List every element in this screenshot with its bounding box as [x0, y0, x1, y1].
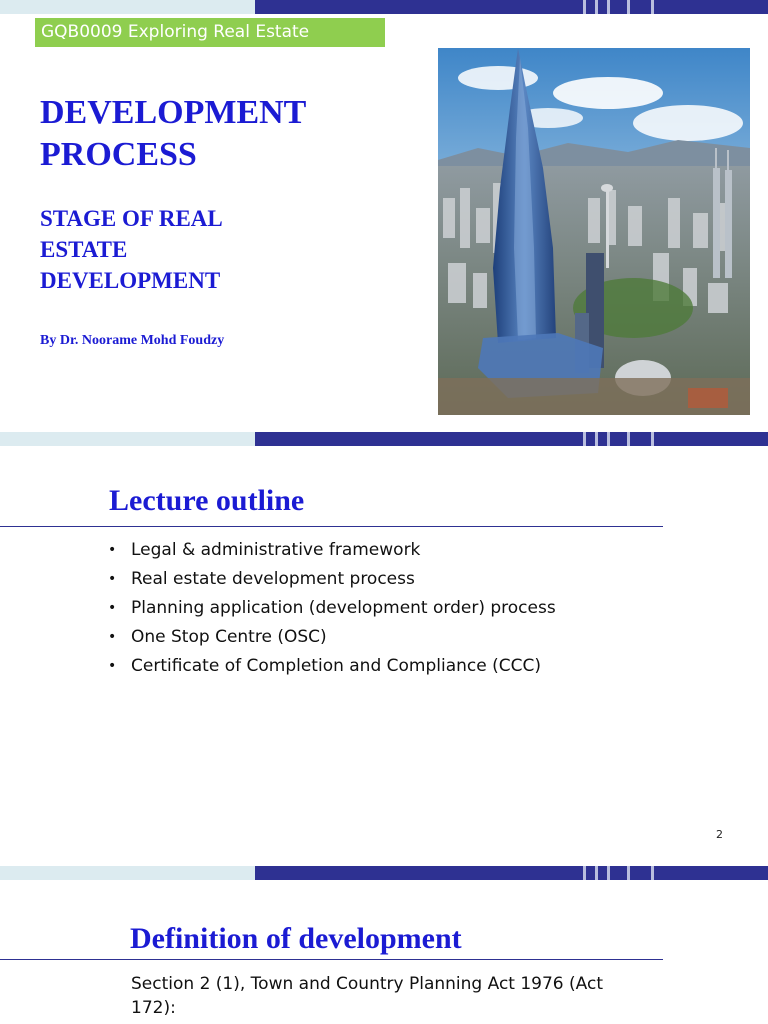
slide-top-band	[0, 0, 768, 14]
city-skyline-photo	[438, 48, 750, 415]
list-item: • Legal & administrative framework	[108, 536, 556, 565]
bullet-icon: •	[108, 629, 117, 645]
slide-definition-of-development	[0, 866, 768, 1024]
slide-top-band	[0, 432, 768, 446]
subtitle-line-2: ESTATE	[40, 237, 128, 262]
heading-underline	[0, 959, 663, 960]
subtitle-line-3: DEVELOPMENT	[40, 268, 221, 293]
list-item: • Real estate development process	[108, 565, 556, 594]
list-item: • One Stop Centre (OSC)	[108, 623, 556, 652]
presentation-subtitle	[40, 203, 300, 296]
slide-heading: Definition of development	[130, 922, 462, 955]
outline-list	[108, 536, 556, 681]
slide-page-number: 2	[716, 828, 723, 841]
definition-line-1: Section 2 (1), Town and Country Planning Act 1976 (Act	[131, 974, 603, 994]
list-item: • Planning application (development order) process	[108, 594, 556, 623]
list-item: • Certificate of Completion and Compliance (CCC)	[108, 652, 556, 681]
presentation-title	[40, 92, 420, 176]
heading-underline	[0, 526, 663, 527]
title-line-1: DEVELOPMENT	[40, 94, 307, 131]
bullet-icon: •	[108, 658, 117, 674]
slide-heading: Lecture outline	[109, 484, 305, 517]
slide-title	[0, 0, 768, 432]
definition-text	[131, 972, 631, 1020]
bullet-icon: •	[108, 571, 117, 587]
author-credit: By Dr. Noorame Mohd Foudzy	[40, 333, 225, 348]
bullet-icon: •	[108, 542, 117, 558]
slide-top-band	[0, 866, 768, 880]
slide-lecture-outline	[0, 432, 768, 866]
course-label: GQB0009 Exploring Real Estate	[35, 18, 385, 47]
definition-line-2: 172):	[131, 998, 176, 1018]
title-line-2: PROCESS	[40, 136, 197, 173]
subtitle-line-1: STAGE OF REAL	[40, 206, 223, 231]
bullet-icon: •	[108, 600, 117, 616]
